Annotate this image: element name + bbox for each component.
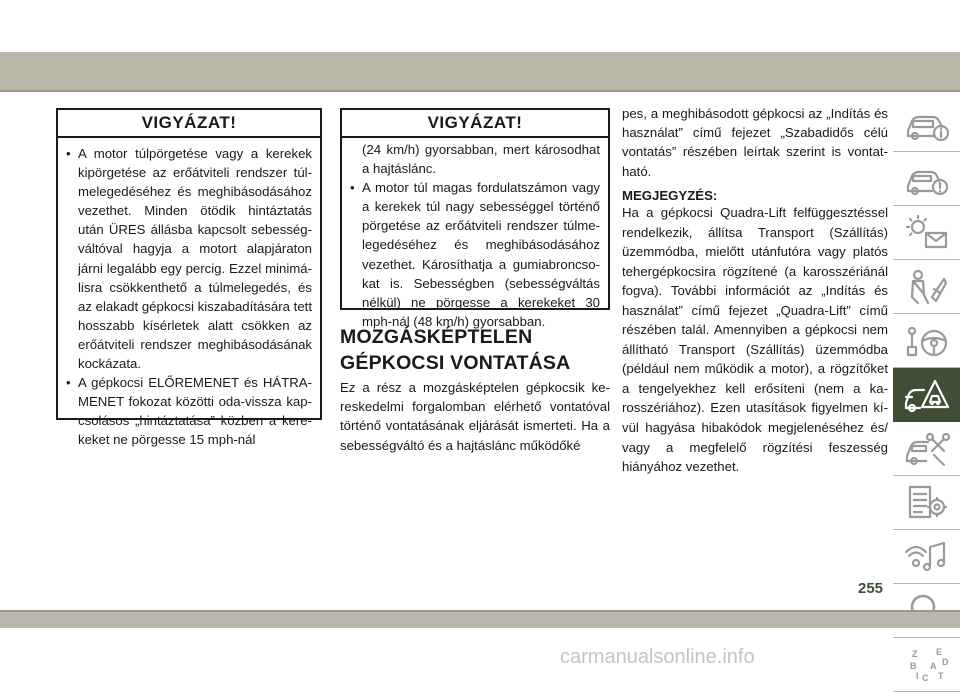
tab-index[interactable] — [893, 638, 960, 692]
tab-car-warning[interactable] — [893, 152, 960, 206]
warning-continuation: (24 km/h) gyorsabban, mert károsodhat a hajtáslánc. — [362, 142, 600, 177]
warning-item: • A gépkocsi ELŐREMENET és HÁTRAMENET fokozat közötti oda-vissza kapcsolásos „hintáztatása” közben a kerekeket ne pörgesse 15 mph-nál — [66, 373, 312, 449]
warning-list — [66, 144, 312, 450]
index-letter: A — [929, 660, 936, 671]
section-intro: Ez a rész a mozgásképtelen gépkocsik kereskedelmi forgalomban elérhető vontatóval történő vontatásának eljárását ismerteti. Ha a sebességváltó és a hajtáslánc működőké — [340, 380, 610, 453]
warning-title: VIGYÁZAT! — [58, 110, 320, 138]
seatbelt-airbag-icon — [904, 267, 950, 307]
note-text: Ha a gépkocsi Quadra-Lift felfüggesztéssel rendelkezik, állítsa Transport (Szállítás) üzemmódba, mielőtt utánfutóra vagy platós tehergépkocsira rögzítené (a karosszériánál fogva). További információt az „Indítás és használat” című fejezet „Quadra-Lift” című részében talál. Amennyiben a gépkocsi nem állítható Transport (Szállítás) üzemmódba (például nem működik a motor), a rögzítőket a tengelyekhez kell erősíteni (nem a karosszériához). Ezen utasítások figyelmen kívül hagyása hibakódok megjelenéséhez és/ vagy a megfelelő rögzítési feszesség hiányához vezethet. — [622, 205, 888, 475]
warning-box-1 — [56, 108, 322, 448]
warning-item: • A motor túl magas fordulatszámon vagy a kerekek túl nagy sebességgel történő pörgetése az erőátviteli rendszer túlmelegedéséhez és meghibásodásához vezethet. Károsíthatja a gumiabroncsokat is. Sebességben (sebességváltás nélkül) ne pörgesse a kerekeket 30 mph-nál (48 km/h) gyorsabban. — [350, 178, 600, 331]
car-warning-icon — [904, 159, 950, 199]
watermark: carmanualsonline.info — [560, 646, 755, 668]
warning-box-2 — [340, 108, 610, 329]
hazard-car-icon — [904, 375, 950, 415]
section-heading — [340, 324, 612, 376]
lights-mail-icon — [904, 213, 950, 253]
media-music-icon — [904, 537, 950, 577]
tab-lights-mail[interactable] — [893, 206, 960, 260]
car-service-icon — [904, 429, 950, 469]
tab-car-info[interactable] — [893, 98, 960, 152]
warning-body — [58, 138, 320, 450]
section-heading-line-2: GÉPKOCSI VONTATÁSA — [340, 352, 571, 374]
warning-item: • A motor túlpörgetése vagy a kerekek kipörgetése az erőátviteli rendszer túlmelegedéséhez és meghibásodásához vezethet. Minden ötödik hintáztatás után ÜRES állásba kapcsolt sebességváltóval hagyja a motort alapjáraton járni legalább egy percig. Ezzel minimálisra csökkenthető a túlmelegedés, és az elakadt gépkocsi kiszabadítására tett hosszabb kísérletek alatt csökken az erőátviteli rendszer meghibásodásának kockázata. — [66, 144, 312, 373]
header-band — [0, 52, 960, 92]
steering-wheel-icon — [904, 321, 950, 361]
checklist-icon — [904, 483, 950, 523]
tab-hazard-car[interactable] — [893, 368, 960, 422]
index-letter: C — [921, 672, 928, 683]
section-heading-line-1: MOZGÁSKÉPTELEN — [340, 326, 533, 348]
index-letter: I — [915, 670, 919, 681]
note-label: MEGJEGYZÉS: — [622, 188, 718, 203]
footer-band — [0, 612, 960, 628]
tab-seatbelt-airbag[interactable] — [893, 260, 960, 314]
index-letter: Z — [911, 648, 917, 659]
warning-list — [350, 178, 600, 331]
index-letter: D — [941, 656, 948, 667]
warning-body — [342, 138, 608, 331]
column-3-paragraph: pes, a meghibásodott gépkocsi az „Indítás és használat” című fejezet „Szabadidős célú vontatás” részében leírtak szerint is vontatható. — [622, 106, 888, 179]
header-rule — [0, 90, 960, 92]
tab-steering-wheel[interactable] — [893, 314, 960, 368]
warning-title: VIGYÁZAT! — [342, 110, 608, 138]
tab-media-music[interactable] — [893, 530, 960, 584]
index-abc-icon — [904, 645, 950, 685]
tab-checklist[interactable] — [893, 476, 960, 530]
index-letter: T — [937, 670, 943, 681]
index-letter: E — [935, 646, 942, 657]
index-letter: B — [909, 660, 916, 671]
car-info-icon — [904, 105, 950, 145]
chapter-tabs — [893, 98, 960, 692]
page-number: 255 — [858, 580, 884, 597]
tab-car-service[interactable] — [893, 422, 960, 476]
